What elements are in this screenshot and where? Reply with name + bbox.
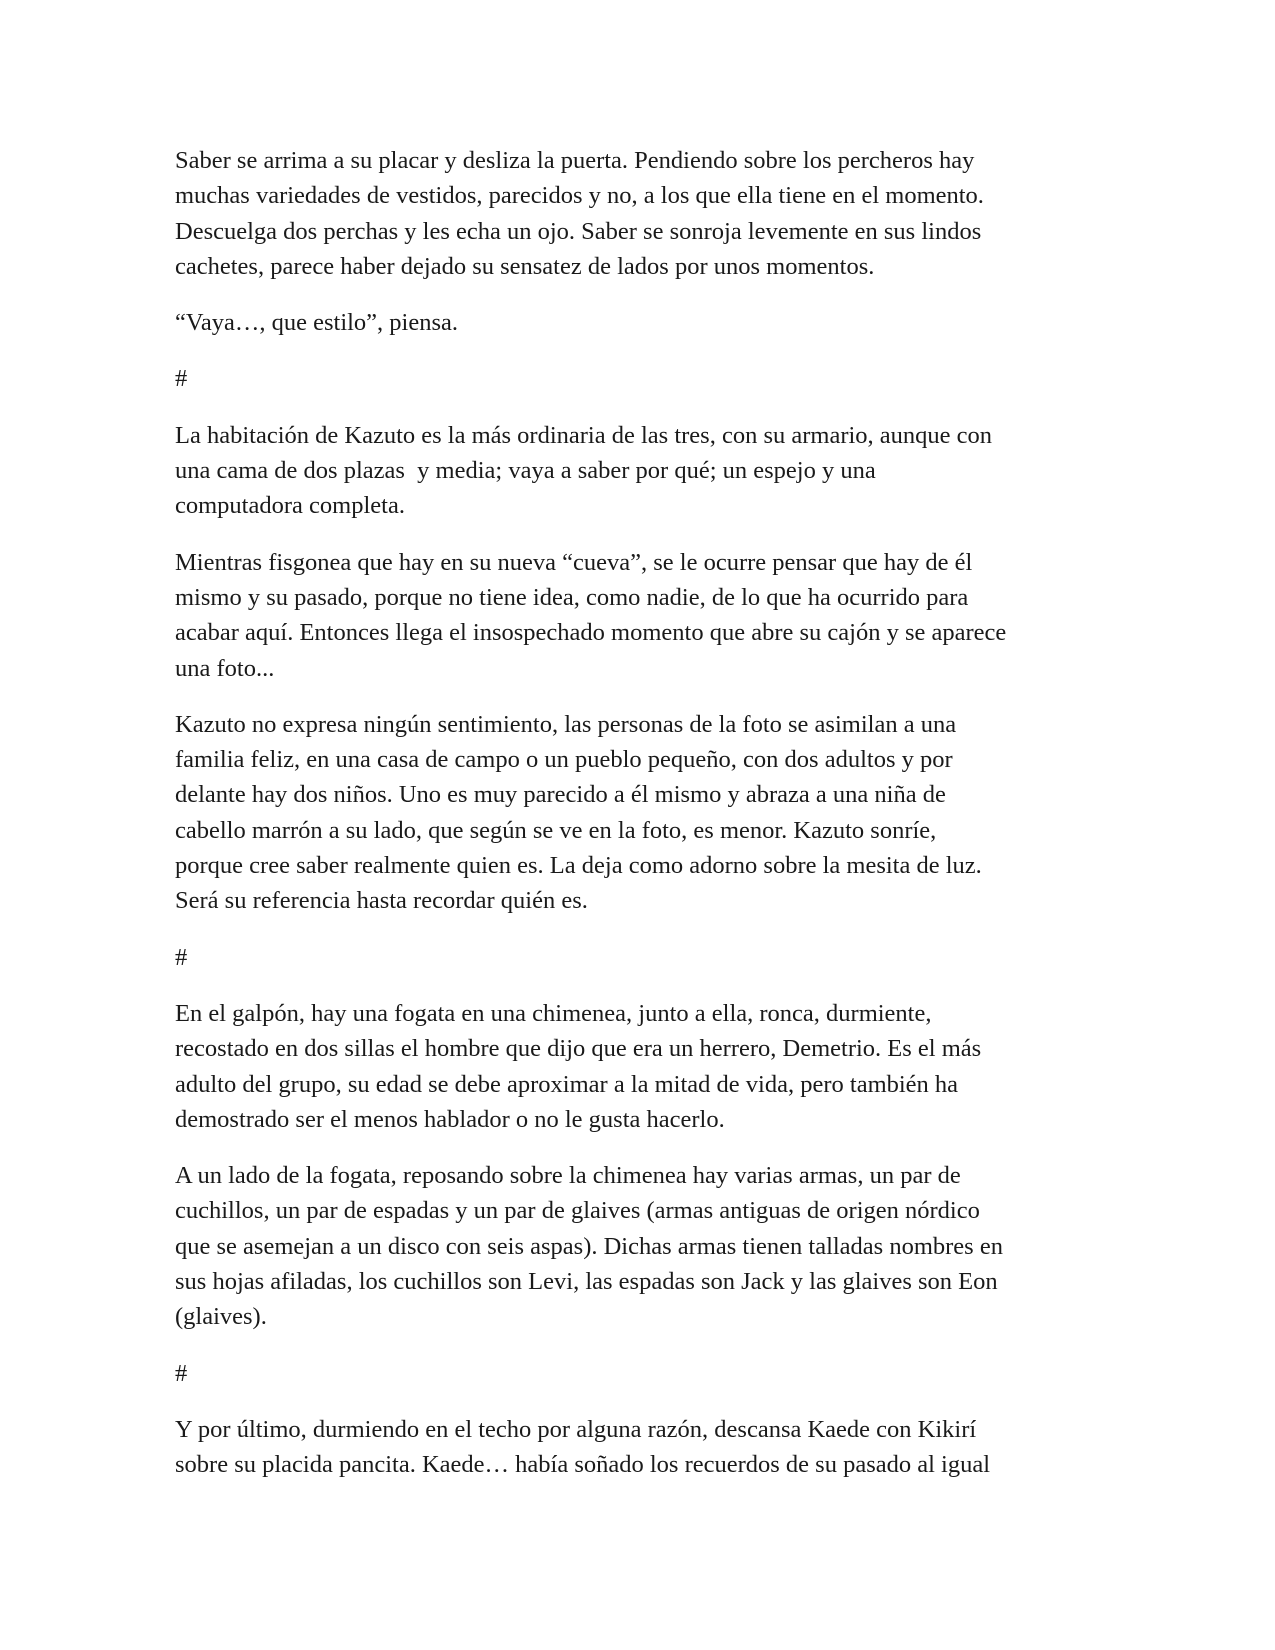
text-line: (glaives). [175, 1303, 267, 1331]
text-line: que se asemejan a un disco con seis aspas). Dichas armas tienen talladas nombres en [175, 1232, 1003, 1260]
paragraph-kazuto-room [175, 418, 1105, 524]
text-line: mismo y su pasado, porque no tiene idea, como nadie, de lo que ha ocurrido para [175, 583, 969, 611]
text-line: cuchillos, un par de espadas y un par de glaives (armas antiguas de origen nórdico [175, 1197, 980, 1225]
text-line: Mientras fisgonea que hay en su nueva “cueva”, se le ocurre pensar que hay de él [175, 548, 973, 576]
text-line: # [175, 365, 188, 393]
text-line: computadora completa. [175, 492, 405, 520]
paragraph-weapons [175, 1158, 1105, 1334]
text-line: Descuelga dos perchas y les echa un ojo. Saber se sonroja levemente en sus lindos [175, 217, 982, 245]
paragraph-galpon-demetrio [175, 996, 1105, 1137]
text-line: cachetes, parece haber dejado su sensatez de lados por unos momentos. [175, 252, 875, 280]
text-line: Saber se arrima a su placar y desliza la puerta. Pendiendo sobre los percheros hay [175, 147, 975, 174]
text-line: sobre su placida pancita. Kaede… había soñado los recuerdos de su pasado al igual [175, 1451, 991, 1479]
text-line: Kazuto no expresa ningún sentimiento, las personas de la foto se asimilan a una [175, 710, 957, 738]
paragraph-saber-thought [175, 305, 1105, 340]
text-line: delante hay dos niños. Uno es muy parecido a él mismo y abraza a una niña de [175, 781, 946, 809]
section-separator [175, 1356, 1105, 1391]
text-line: cabello marrón a su lado, que según se ve en la foto, es menor. Kazuto sonríe, [175, 816, 937, 844]
text-line: familia feliz, en una casa de campo o un pueblo pequeño, con dos adultos y por [175, 746, 953, 774]
section-separator [175, 940, 1105, 975]
text-line: A un lado de la fogata, reposando sobre la chimenea hay varias armas, un par de [175, 1162, 961, 1190]
text-line: una cama de dos plazas y media; vaya a saber por qué; un espejo y una [175, 457, 876, 485]
section-separator [175, 361, 1105, 396]
document-page [175, 143, 1105, 1504]
text-line: # [175, 943, 188, 971]
paragraph-kazuto-photo [175, 707, 1105, 919]
text-line: muchas variedades de vestidos, parecidos y no, a los que ella tiene en el momento. [175, 182, 984, 210]
text-line: porque cree saber realmente quien es. La deja como adorno sobre la mesita de luz. [175, 852, 982, 880]
text-line: una foto... [175, 654, 275, 682]
text-line: sus hojas afiladas, los cuchillos son Levi, las espadas son Jack y las glaives son Eon [175, 1268, 998, 1296]
text-line: demostrado ser el menos hablador o no le gusta hacerlo. [175, 1105, 725, 1133]
text-line: En el galpón, hay una fogata en una chimenea, junto a ella, ronca, durmiente, [175, 999, 932, 1027]
paragraph-kazuto-cave [175, 545, 1105, 686]
text-line: La habitación de Kazuto es la más ordinaria de las tres, con su armario, aunque con [175, 421, 993, 449]
text-line: adulto del grupo, su edad se debe aproximar a la mitad de vida, pero también ha [175, 1070, 959, 1098]
text-line: “Vaya…, que estilo”, piensa. [175, 309, 459, 337]
text-line: # [175, 1359, 188, 1387]
paragraph-kaede-roof [175, 1412, 1105, 1483]
text-line: Y por último, durmiendo en el techo por alguna razón, descansa Kaede con Kikirí [175, 1415, 977, 1443]
text-line: acabar aquí. Entonces llega el insospechado momento que abre su cajón y se aparece [175, 619, 1007, 647]
text-line: Será su referencia hasta recordar quién es. [175, 887, 588, 915]
text-line: recostado en dos sillas el hombre que dijo que era un herrero, Demetrio. Es el más [175, 1035, 982, 1063]
paragraph-saber-closet [175, 143, 1105, 284]
